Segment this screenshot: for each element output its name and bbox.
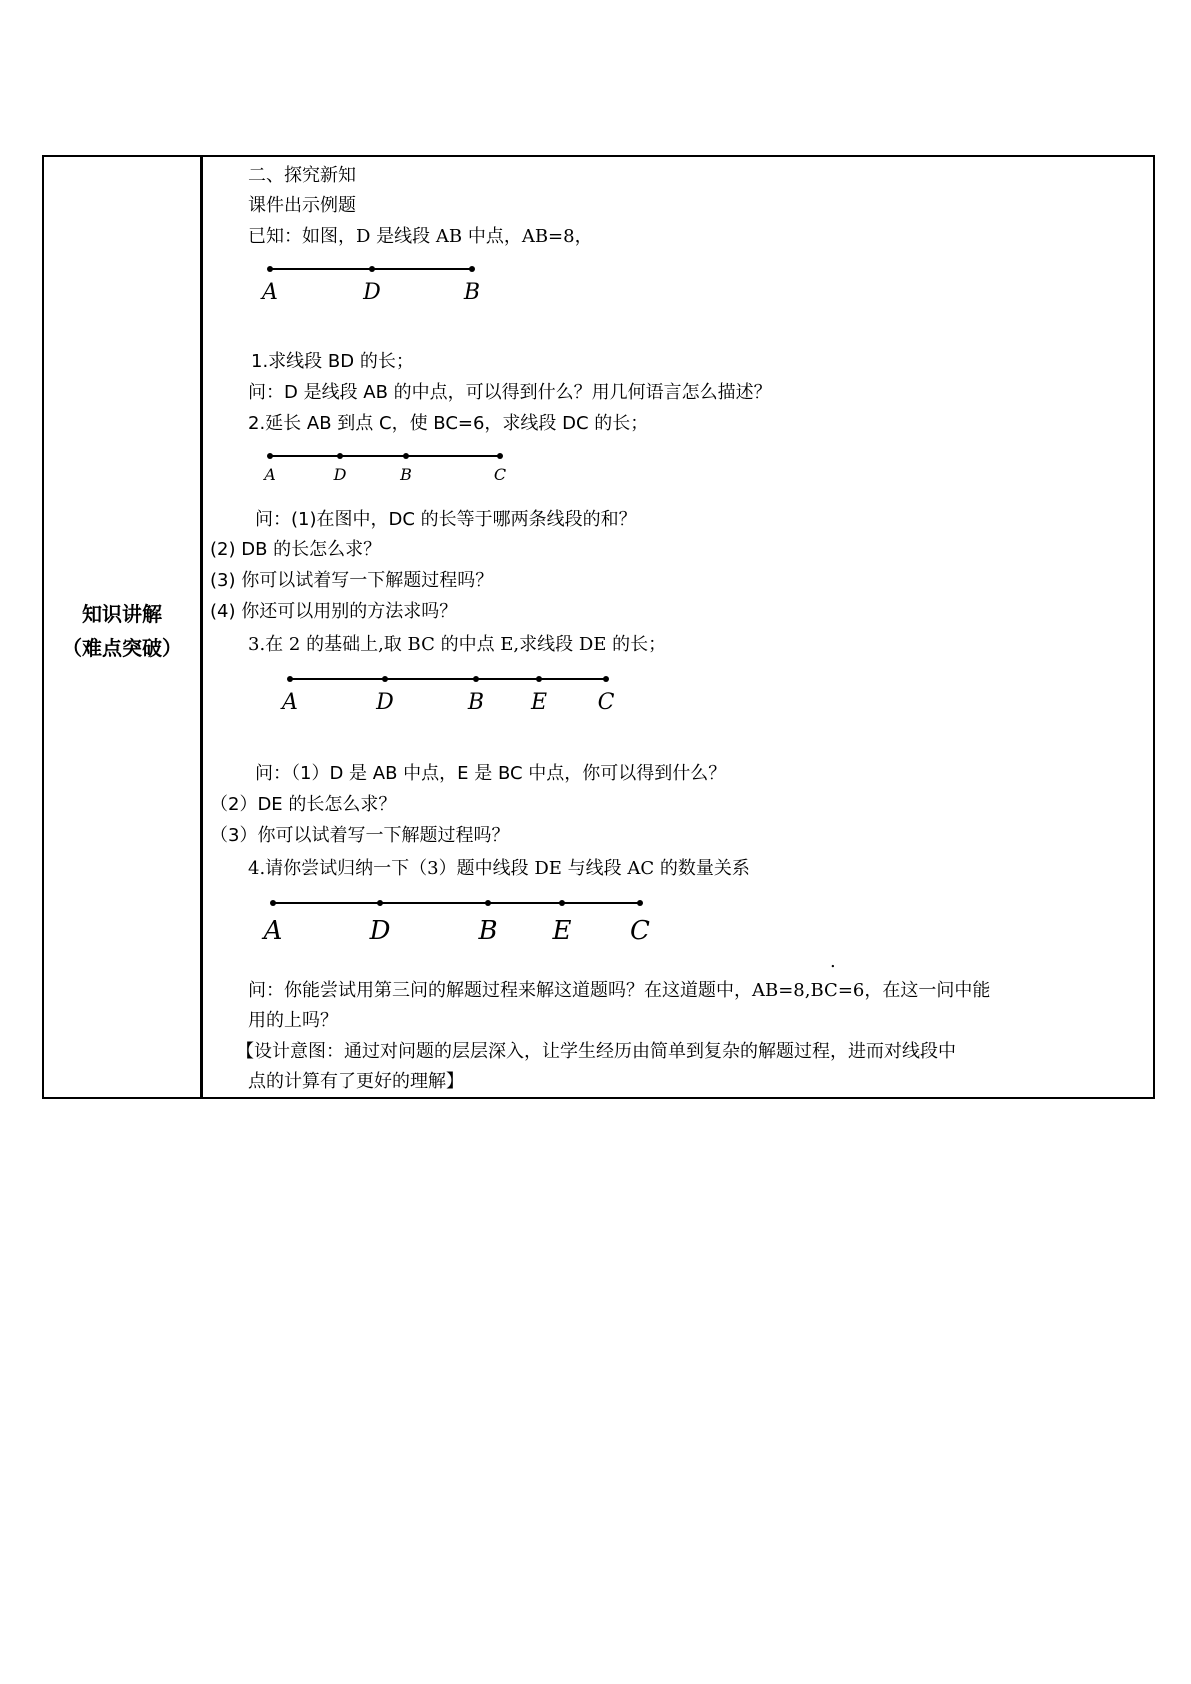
question-2-ask-1: 问：(1)在图中，DC 的长等于哪两条线段的和？	[255, 509, 637, 530]
point-a	[267, 453, 273, 459]
point-b	[469, 266, 475, 272]
question-4: 4.请你尝试归纳一下（3）题中线段 DE 与线段 AC 的数量关系	[248, 858, 750, 879]
point-b	[403, 453, 409, 459]
design-intent-line-2: 点的计算有了更好的理解】	[248, 1071, 464, 1092]
segment-line	[290, 678, 606, 680]
point-a	[270, 900, 276, 906]
point-c	[637, 900, 643, 906]
design-intent-line-1: 【设计意图：通过对问题的层层深入，让学生经历由简单到复杂的解题过程，进而对线段中	[236, 1041, 956, 1062]
label-d: D	[369, 916, 391, 946]
point-e	[559, 900, 565, 906]
point-a	[287, 676, 293, 682]
question-4-ask-line-1: 问：你能尝试用第三问的解题过程来解这道题吗？在这道题中，AB=8,BC=6，在这一问中能	[248, 980, 991, 1001]
lesson-table	[42, 155, 1155, 1099]
question-4-ask-line-2: 用的上吗？	[248, 1010, 338, 1031]
heading: 二、探究新知	[248, 165, 356, 186]
point-d	[382, 676, 388, 682]
label-d: D	[333, 465, 347, 484]
section-label-title: 知识讲解	[82, 602, 162, 626]
question-1: 1.求线段 BD 的长；	[251, 351, 414, 372]
point-a	[267, 266, 273, 272]
segment-line	[273, 902, 640, 904]
label-e: E	[552, 916, 572, 946]
label-b: B	[478, 916, 498, 946]
label-b: B	[467, 690, 485, 715]
question-3-ask-2: （2）DE 的长怎么求？	[210, 794, 397, 815]
label-c: C	[630, 916, 650, 946]
label-a: A	[263, 916, 283, 946]
point-b	[473, 676, 479, 682]
question-3-ask-3: （3）你可以试着写一下解题过程吗？	[210, 825, 510, 846]
point-d	[377, 900, 383, 906]
point-c	[497, 453, 503, 459]
point-d	[369, 266, 375, 272]
point-b	[485, 900, 491, 906]
label-a: A	[262, 280, 278, 305]
given-text: 已知：如图，D 是线段 AB 中点，AB=8，	[248, 226, 593, 247]
point-c	[603, 676, 609, 682]
point-d	[337, 453, 343, 459]
label-c: C	[597, 690, 615, 715]
question-2-ask-3: (3) 你可以试着写一下解题过程吗？	[210, 570, 494, 591]
question-3: 3.在 2 的基础上,取 BC 的中点 E,求线段 DE 的长；	[248, 634, 667, 655]
label-e: E	[530, 690, 548, 715]
subheading: 课件出示例题	[248, 195, 356, 216]
question-2: 2.延长 AB 到点 C，使 BC=6，求线段 DC 的长；	[248, 413, 649, 434]
label-d: D	[363, 280, 381, 305]
label-c: C	[493, 465, 507, 484]
column-divider	[200, 157, 203, 1097]
question-3-ask-1: 问：（1）D 是 AB 中点，E 是 BC 中点，你可以得到什么？	[255, 763, 727, 784]
question-2-ask-4: (4) 你还可以用别的方法求吗？	[210, 601, 458, 622]
segment-line	[270, 455, 500, 457]
stray-dot: .	[830, 951, 836, 972]
section-label-subtitle: （难点突破）	[62, 636, 182, 660]
label-a: A	[282, 690, 298, 715]
section-label	[44, 597, 200, 665]
question-1-ask: 问：D 是线段 AB 的中点，可以得到什么？用几何语言怎么描述？	[248, 382, 772, 403]
label-d: D	[376, 690, 394, 715]
point-e	[536, 676, 542, 682]
label-a: A	[264, 465, 276, 484]
label-b: B	[463, 280, 481, 305]
label-b: B	[400, 465, 412, 484]
question-2-ask-2: (2) DB 的长怎么求？	[210, 539, 382, 560]
